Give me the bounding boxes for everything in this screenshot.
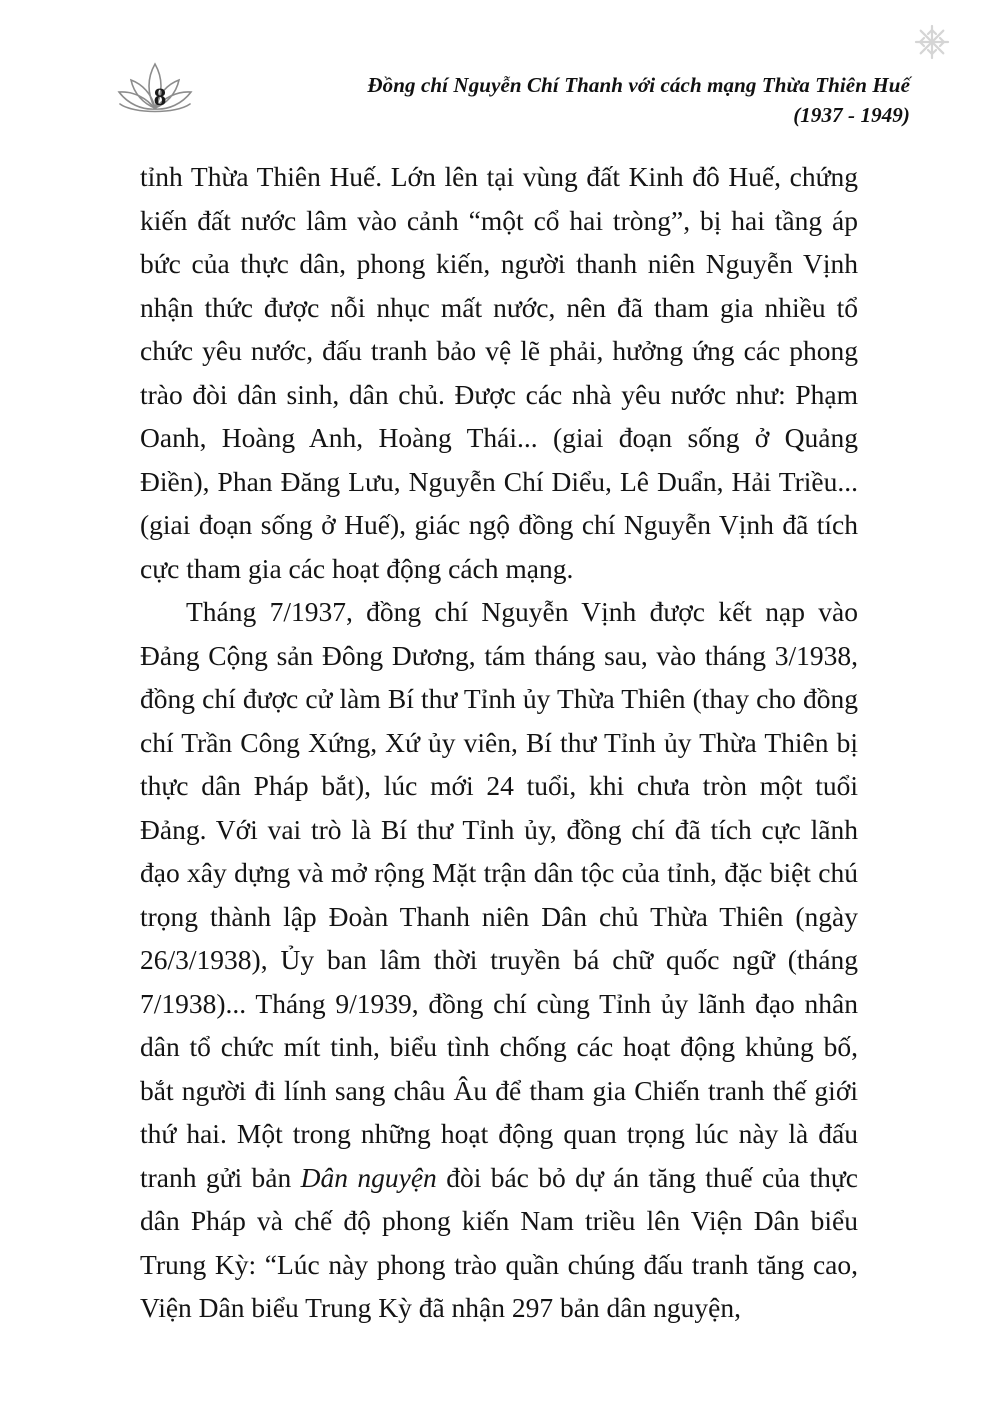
- page-body: [140, 155, 858, 1330]
- paragraph: [140, 155, 858, 590]
- italic-run: Dân nguyện: [300, 1161, 437, 1193]
- running-head-line1: Đồng chí Nguyễn Chí Thanh với cách mạng Thừa Thiên Huế: [367, 73, 910, 97]
- paragraph: [140, 590, 858, 1330]
- text-run: tỉnh Thừa Thiên Huế. Lớn lên tại vùng đất Kinh đô Huế, chứng kiến đất nước lâm vào cảnh “một cổ hai tròng”, bị hai tầng áp bức của thực dân, phong kiến, người thanh niên Nguyễn Vịnh nhận thức được nỗi nhục mất nước, nên đã tham gia nhiều tổ chức yêu nước, đấu tranh bảo vệ lẽ phải, hưởng ứng các phong trào đòi dân sinh, dân chủ. Được các nhà yêu nước như: Phạm Oanh, Hoàng Anh, Hoàng Thái... (giai đoạn sống ở Quảng Điền), Phan Đăng Lưu, Nguyễn Chí Diểu, Lê Duẩn, Hải Triều... (giai đoạn sống ở Huế), giác ngộ đồng chí Nguyễn Vịnh đã tích cực tham gia các hoạt động cách mạng.: [140, 161, 858, 584]
- text-run: Tháng 7/1937, đồng chí Nguyễn Vịnh được kết nạp vào Đảng Cộng sản Đông Dương, tám tháng sau, vào tháng 3/1938, đồng chí được cử làm Bí thư Tỉnh ủy Thừa Thiên (thay cho đồng chí Trần Công Xứng, Xứ ủy viên, Bí thư Tỉnh ủy Thừa Thiên bị thực dân Pháp bắt), lúc mới 24 tuổi, khi chưa tròn một tuổi Đảng. Với vai trò là Bí thư Tỉnh ủy, đồng chí đã tích cực lãnh đạo xây dựng và mở rộng Mặt trận dân tộc của tỉnh, đặc biệt chú trọng thành lập Đoàn Thanh niên Dân chủ Thừa Thiên (ngày 26/3/1938), Ủy ban lâm thời truyền bá chữ quốc ngữ (tháng 7/1938)... Tháng 9/1939, đồng chí cùng Tỉnh ủy lãnh đạo nhân dân tổ chức mít tinh, biểu tình chống các hoạt động khủng bố, bắt người đi lính sang châu Âu để tham gia Chiến tranh thế giới thứ hai. Một trong những hoạt động quan trọng lúc này là đấu tranh gửi bản: [140, 596, 858, 1193]
- page-header: [90, 60, 910, 130]
- text-run: đòi bác bỏ dự án tăng thuế của thực dân Pháp và chế độ phong kiến Nam triều lên Viện Dân biểu Trung Kỳ: “Lúc này phong trào quần chúng đấu tranh tăng cao, Viện Dân biểu Trung Kỳ đã nhận 297 bản dân nguyện,: [140, 1161, 858, 1323]
- running-head: [367, 70, 910, 131]
- running-head-line2: (1937 - 1949): [793, 103, 910, 128]
- snowflake-ornament-icon: [912, 22, 952, 62]
- page-number: 8: [153, 84, 167, 111]
